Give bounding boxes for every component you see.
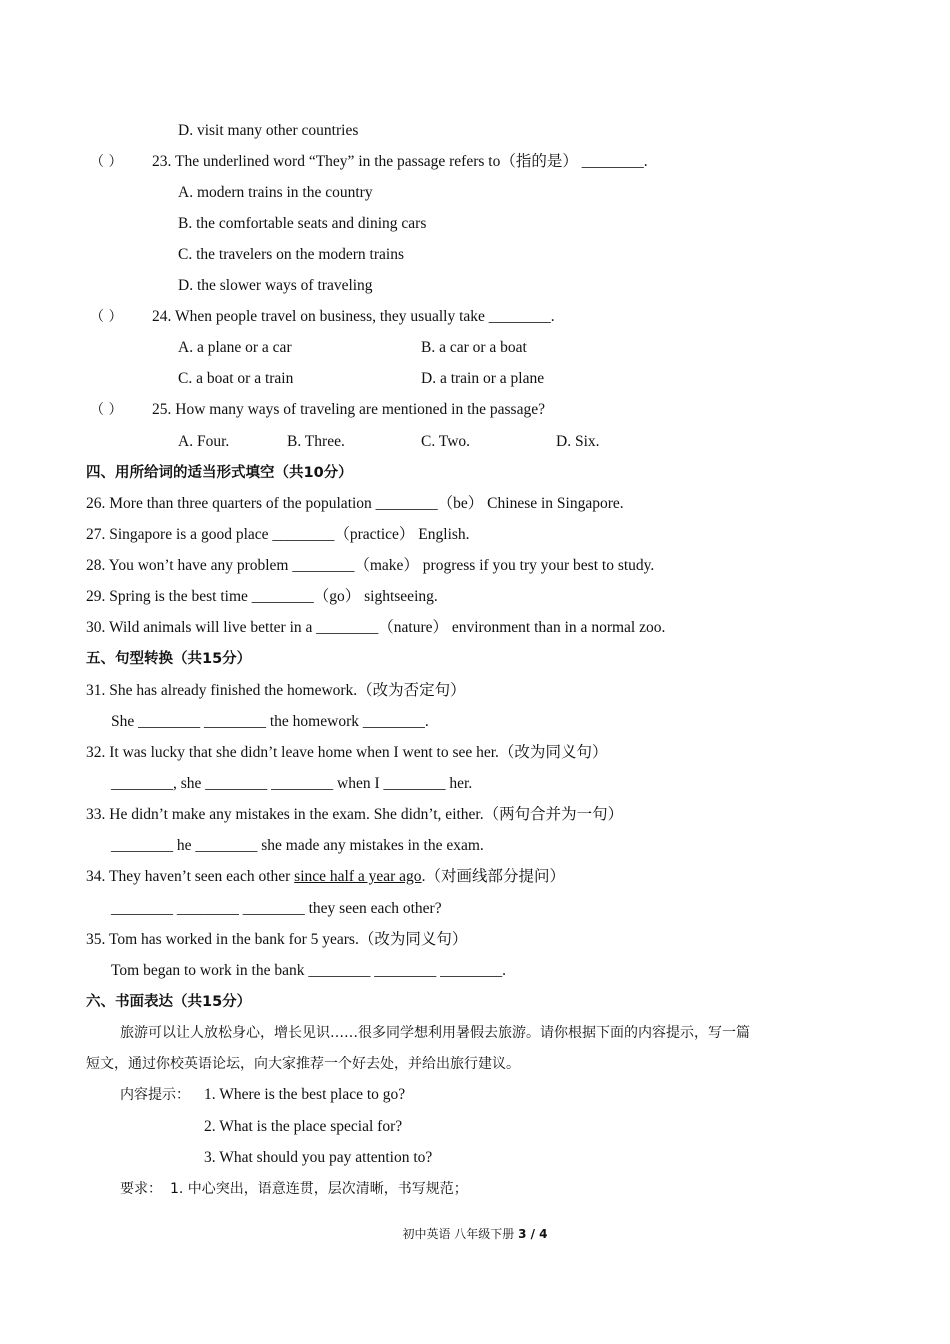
q34-answer: ________ ________ ________ they seen each other? <box>111 900 442 917</box>
q22-option-d: D. visit many other countries <box>178 122 359 139</box>
section-5-title: 五、句型转换（共15分） <box>86 651 252 667</box>
requirement-1: 1. 中心突出，语意连贯，层次清晰，书写规范； <box>170 1181 468 1197</box>
q23-option-c: C. the travelers on the modern trains <box>178 246 404 263</box>
q23-option-a: A. modern trains in the country <box>178 184 373 201</box>
q23-option-d: D. the slower ways of traveling <box>178 277 373 294</box>
q32-answer: ________, she ________ ________ when I ________ her. <box>111 775 473 792</box>
hint-3: 3. What should you pay attention to? <box>204 1149 433 1166</box>
q24-answer-paren: （ ） <box>90 309 123 325</box>
section-4-title: 四、用所给词的适当形式填空（共10分） <box>86 465 353 481</box>
requirement-label: 要求： <box>120 1181 162 1197</box>
page-footer <box>0 1225 950 1242</box>
q23-option-b: B. the comfortable seats and dining cars <box>178 215 427 232</box>
q35-answer: Tom began to work in the bank ________ ________ ________. <box>111 962 506 979</box>
q26: 26. More than three quarters of the population ________（be） Chinese in Singapore. <box>86 495 624 512</box>
q32-question: 32. It was lucky that she didn’t leave home when I went to see her.（改为同义句） <box>86 744 608 761</box>
q34-underlined-phrase: since half a year ago <box>294 868 422 885</box>
q27: 27. Singapore is a good place ________（practice） English. <box>86 526 470 543</box>
q24-option-b: B. a car or a boat <box>421 339 527 356</box>
footer-subject: 初中英语 八年级下册 <box>402 1227 519 1241</box>
q29: 29. Spring is the best time ________（go） sightseeing. <box>86 588 438 605</box>
q25-option-a: A. Four. <box>178 433 230 450</box>
q28: 28. You won’t have any problem ________（make） progress if you try your best to study. <box>86 557 655 574</box>
q31-answer: She ________ ________ the homework ________. <box>111 713 429 730</box>
q31-question: 31. She has already finished the homework.（改为否定句） <box>86 682 466 699</box>
q34-question <box>86 867 565 887</box>
writing-prompt-line-1: 旅游可以让人放松身心，增长见识……很多同学想利用暑假去旅游。请你根据下面的内容提示，写一篇 <box>120 1025 750 1041</box>
q25-stem: 25. How many ways of traveling are mentioned in the passage? <box>152 401 545 418</box>
q34-question-pre: 34. They haven’t seen each other <box>86 868 295 885</box>
section-6-title: 六、书面表达（共15分） <box>86 994 252 1010</box>
q25-option-b: B. Three. <box>287 433 345 450</box>
q35-question: 35. Tom has worked in the bank for 5 years.（改为同义句） <box>86 931 468 948</box>
q24-option-c: C. a boat or a train <box>178 370 294 387</box>
q24-stem: 24. When people travel on business, they usually take ________. <box>152 308 555 325</box>
writing-prompt-line-2: 短文，通过你校英语论坛，向大家推荐一个好去处，并给出旅行建议。 <box>86 1056 520 1072</box>
q25-answer-paren: （ ） <box>90 402 123 418</box>
q34-question-post: .（对画线部分提问） <box>421 868 565 885</box>
q30: 30. Wild animals will live better in a ________（nature） environment than in a normal zoo. <box>86 619 666 636</box>
q33-answer: ________ he ________ she made any mistakes in the exam. <box>111 837 484 854</box>
hint-1: 1. Where is the best place to go? <box>204 1086 406 1103</box>
q24-option-d: D. a train or a plane <box>421 370 545 387</box>
q23-stem: 23. The underlined word “They” in the passage refers to（指的是） ________. <box>152 153 648 170</box>
q23-answer-paren: （ ） <box>90 154 123 170</box>
q25-option-d: D. Six. <box>556 433 600 450</box>
hint-label: 内容提示： <box>120 1087 190 1103</box>
hint-2: 2. What is the place special for? <box>204 1118 403 1135</box>
q24-option-a: A. a plane or a car <box>178 339 292 356</box>
q25-option-c: C. Two. <box>421 433 471 450</box>
page-number: 3 / 4 <box>518 1227 548 1241</box>
q33-question: 33. He didn’t make any mistakes in the exam. She didn’t, either.（两句合并为一句） <box>86 806 624 823</box>
